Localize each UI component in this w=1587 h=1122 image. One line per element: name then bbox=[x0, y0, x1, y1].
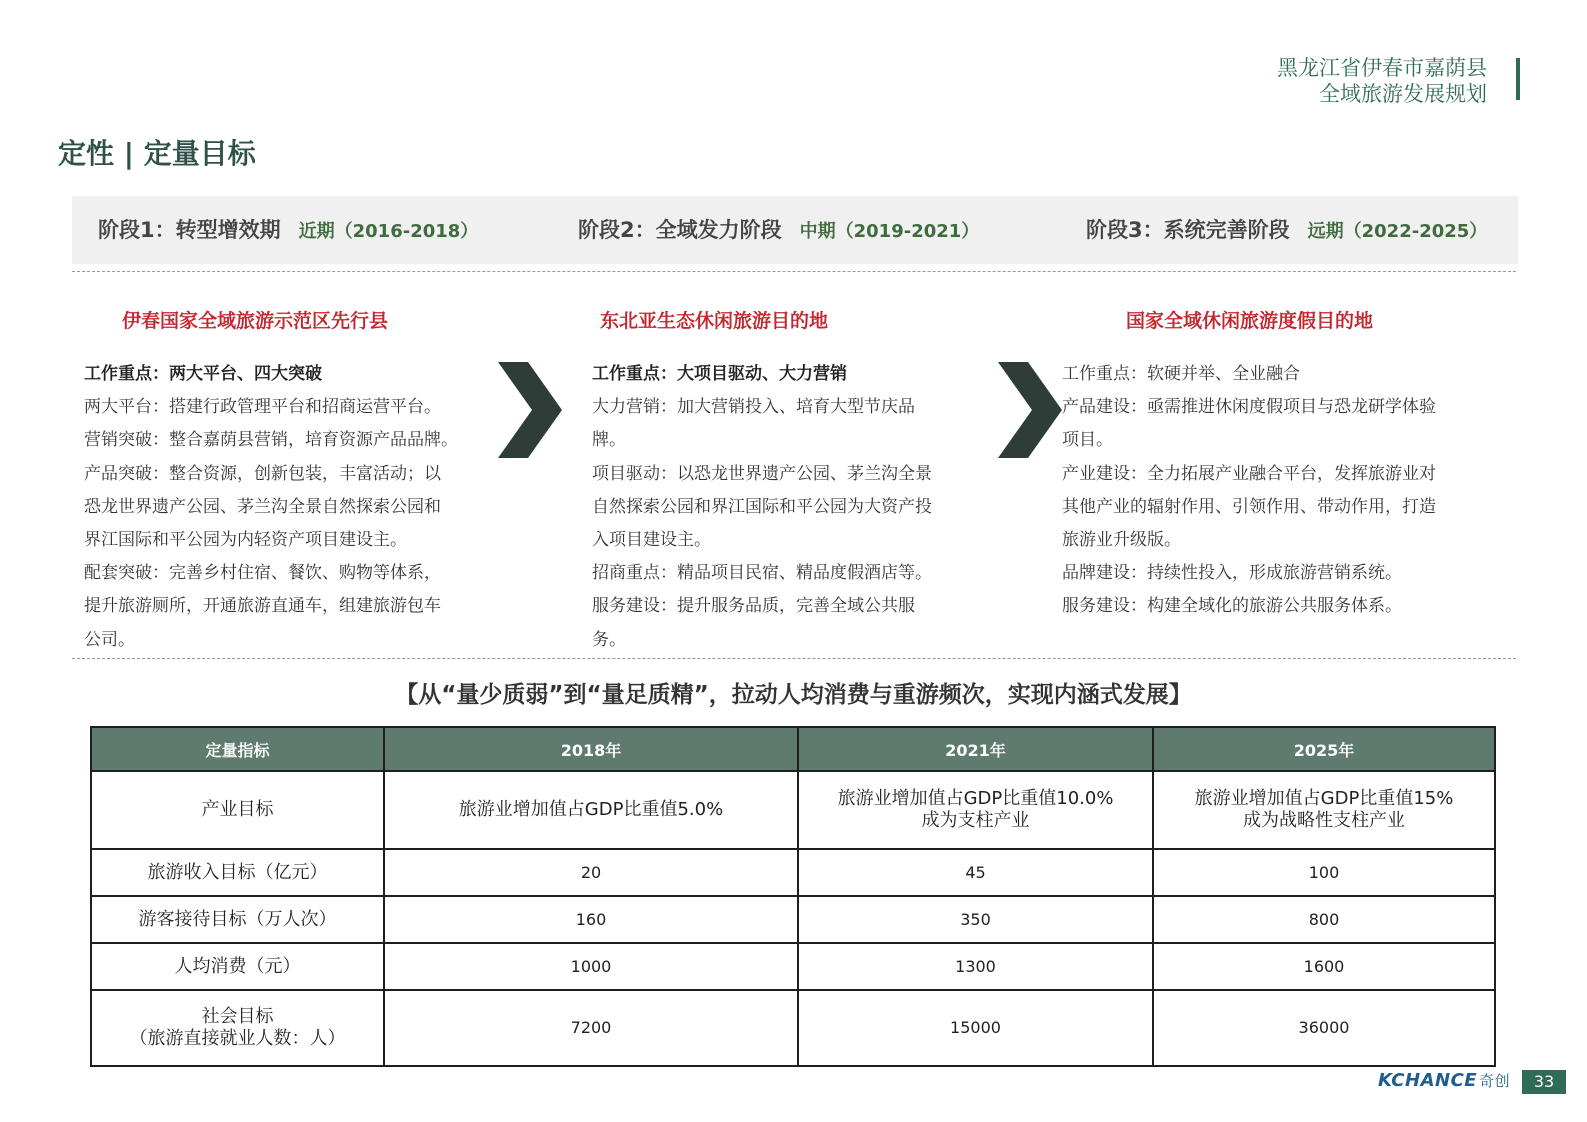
stage-2-name: 阶段2：全域发力阶段 bbox=[578, 218, 782, 242]
stage-1-header bbox=[98, 214, 478, 244]
stage-3-line: 服务建设：构建全域化的旅游公共服务体系。 bbox=[1062, 596, 1402, 617]
divider-top bbox=[72, 271, 1516, 272]
stage-2-header bbox=[578, 214, 979, 244]
stage-1-period: 近期（2016-2018） bbox=[298, 221, 479, 242]
chevron-right-icon bbox=[498, 362, 562, 458]
table-cell: 800 bbox=[1153, 896, 1495, 943]
table-cell: 160 bbox=[384, 896, 798, 943]
stage-2-focus: 工作重点：大项目驱动、大力营销 bbox=[592, 364, 847, 384]
stage-3-details bbox=[1062, 358, 1502, 624]
row-label-line: （旅游直接就业人数：人） bbox=[129, 1028, 346, 1049]
stage-2-line: 务。 bbox=[592, 629, 626, 650]
row-label: 人均消费（元） bbox=[91, 943, 384, 990]
cell-line: 旅游业增加值占GDP比重值10.0% bbox=[837, 788, 1114, 809]
stage-1-line: 营销突破：整合嘉荫县营销，培育资源产品品牌。 bbox=[84, 430, 458, 451]
stage-3-line: 产业建设：全力拓展产业融合平台，发挥旅游业对 bbox=[1062, 463, 1436, 484]
table-cell: 旅游业增加值占GDP比重值5.0% bbox=[384, 771, 798, 849]
table-row bbox=[91, 849, 1495, 896]
stage-1-line: 公司。 bbox=[84, 629, 135, 650]
stage-3-line: 产品建设：亟需推进休闲度假项目与恐龙研学体验 bbox=[1062, 397, 1436, 418]
stage-1-line: 恐龙世界遗产公园、茅兰沟全景自然探索公园和 bbox=[84, 496, 441, 517]
stage-3-name: 阶段3：系统完善阶段 bbox=[1086, 218, 1290, 242]
stage-1-line: 提升旅游厕所，开通旅游直通车，组建旅游包车 bbox=[84, 596, 441, 617]
table-cell: 1000 bbox=[384, 943, 798, 990]
stage-3-line: 品牌建设：持续性投入，形成旅游营销系统。 bbox=[1062, 563, 1402, 584]
stage-2-details bbox=[592, 358, 982, 657]
chevron-right-icon bbox=[998, 362, 1062, 458]
column-header: 2025年 bbox=[1153, 727, 1495, 771]
stage-1-name: 阶段1：转型增效期 bbox=[98, 218, 281, 242]
brand-logo bbox=[1378, 1070, 1510, 1091]
table-cell bbox=[1153, 771, 1495, 849]
stage-2-period: 中期（2019-2021） bbox=[799, 221, 980, 242]
table-header-row bbox=[91, 727, 1495, 771]
column-header: 2018年 bbox=[384, 727, 798, 771]
row-label bbox=[91, 990, 384, 1066]
table-cell: 1600 bbox=[1153, 943, 1495, 990]
stage-2-line: 服务建设：提升服务品质，完善全域公共服 bbox=[592, 596, 915, 617]
title-accent-bar bbox=[1516, 58, 1520, 100]
column-header: 2021年 bbox=[798, 727, 1153, 771]
brand-name-cn: 奇创 bbox=[1479, 1072, 1511, 1090]
row-label: 旅游收入目标（亿元） bbox=[91, 849, 384, 896]
stage-3-focus: 工作重点：软硬并举、全业融合 bbox=[1062, 364, 1300, 384]
stage-1-details bbox=[84, 358, 494, 657]
cell-line: 成为支柱产业 bbox=[921, 810, 1030, 831]
stage-2-goal: 东北亚生态休闲旅游目的地 bbox=[600, 310, 829, 332]
stage-2-line: 入项目建设主。 bbox=[592, 530, 711, 551]
cell-line: 成为战略性支柱产业 bbox=[1243, 810, 1405, 831]
stage-2-line: 牌。 bbox=[592, 430, 626, 451]
stage-1-focus: 工作重点：两大平台、四大突破 bbox=[84, 364, 322, 384]
table-cell: 7200 bbox=[384, 990, 798, 1066]
table-row bbox=[91, 990, 1495, 1066]
quantitative-targets-table bbox=[90, 726, 1496, 1067]
row-label: 游客接待目标（万人次） bbox=[91, 896, 384, 943]
stage-3-line: 项目。 bbox=[1062, 430, 1113, 451]
divider-bottom bbox=[72, 658, 1516, 659]
stage-3-header bbox=[1086, 214, 1487, 244]
table-cell: 45 bbox=[798, 849, 1153, 896]
table-cell: 20 bbox=[384, 849, 798, 896]
stage-3-line: 旅游业升级版。 bbox=[1062, 530, 1181, 551]
stage-3-goal: 国家全域休闲旅游度假目的地 bbox=[1126, 310, 1374, 332]
table-row bbox=[91, 943, 1495, 990]
page-heading: 定性 | 定量目标 bbox=[58, 137, 256, 170]
table-row bbox=[91, 896, 1495, 943]
column-header: 定量指标 bbox=[91, 727, 384, 771]
stage-2-line: 大力营销：加大营销投入、培育大型节庆品 bbox=[592, 397, 915, 418]
page-number: 33 bbox=[1522, 1070, 1566, 1094]
stage-3-period: 远期（2022-2025） bbox=[1307, 221, 1488, 242]
stage-1-line: 产品突破：整合资源，创新包装，丰富活动；以 bbox=[84, 463, 441, 484]
stage-1-line: 界江国际和平公园为内轻资产项目建设主。 bbox=[84, 530, 407, 551]
stage-1-line: 两大平台：搭建行政管理平台和招商运营平台。 bbox=[84, 397, 441, 418]
stage-3-line: 其他产业的辐射作用、引领作用、带动作用，打造 bbox=[1062, 496, 1436, 517]
cell-line: 旅游业增加值占GDP比重值15% bbox=[1194, 788, 1454, 809]
doc-title-line1: 黑龙江省伊春市嘉荫县 bbox=[1277, 56, 1487, 80]
stage-1-goal: 伊春国家全域旅游示范区先行县 bbox=[122, 310, 389, 332]
row-label-line: 社会目标 bbox=[201, 1006, 274, 1027]
row-label: 产业目标 bbox=[91, 771, 384, 849]
table-cell bbox=[798, 771, 1153, 849]
table-cell: 100 bbox=[1153, 849, 1495, 896]
stage-1-line: 配套突破：完善乡村住宿、餐饮、购物等体系， bbox=[84, 563, 441, 584]
table-cell: 1300 bbox=[798, 943, 1153, 990]
slogan: 【从“量少质弱”到“量足质精”，拉动人均消费与重游频次，实现内涵式发展】 bbox=[395, 682, 1192, 708]
stage-2-line: 自然探索公园和界江国际和平公园为大资产投 bbox=[592, 496, 932, 517]
doc-title-line2: 全域旅游发展规划 bbox=[1319, 82, 1487, 106]
stage-2-line: 招商重点：精品项目民宿、精品度假酒店等。 bbox=[592, 563, 932, 584]
table-cell: 15000 bbox=[798, 990, 1153, 1066]
stage-2-line: 项目驱动：以恐龙世界遗产公园、茅兰沟全景 bbox=[592, 463, 932, 484]
table-row bbox=[91, 771, 1495, 849]
table-cell: 36000 bbox=[1153, 990, 1495, 1066]
brand-name: KCHANCE bbox=[1378, 1070, 1478, 1091]
table-cell: 350 bbox=[798, 896, 1153, 943]
